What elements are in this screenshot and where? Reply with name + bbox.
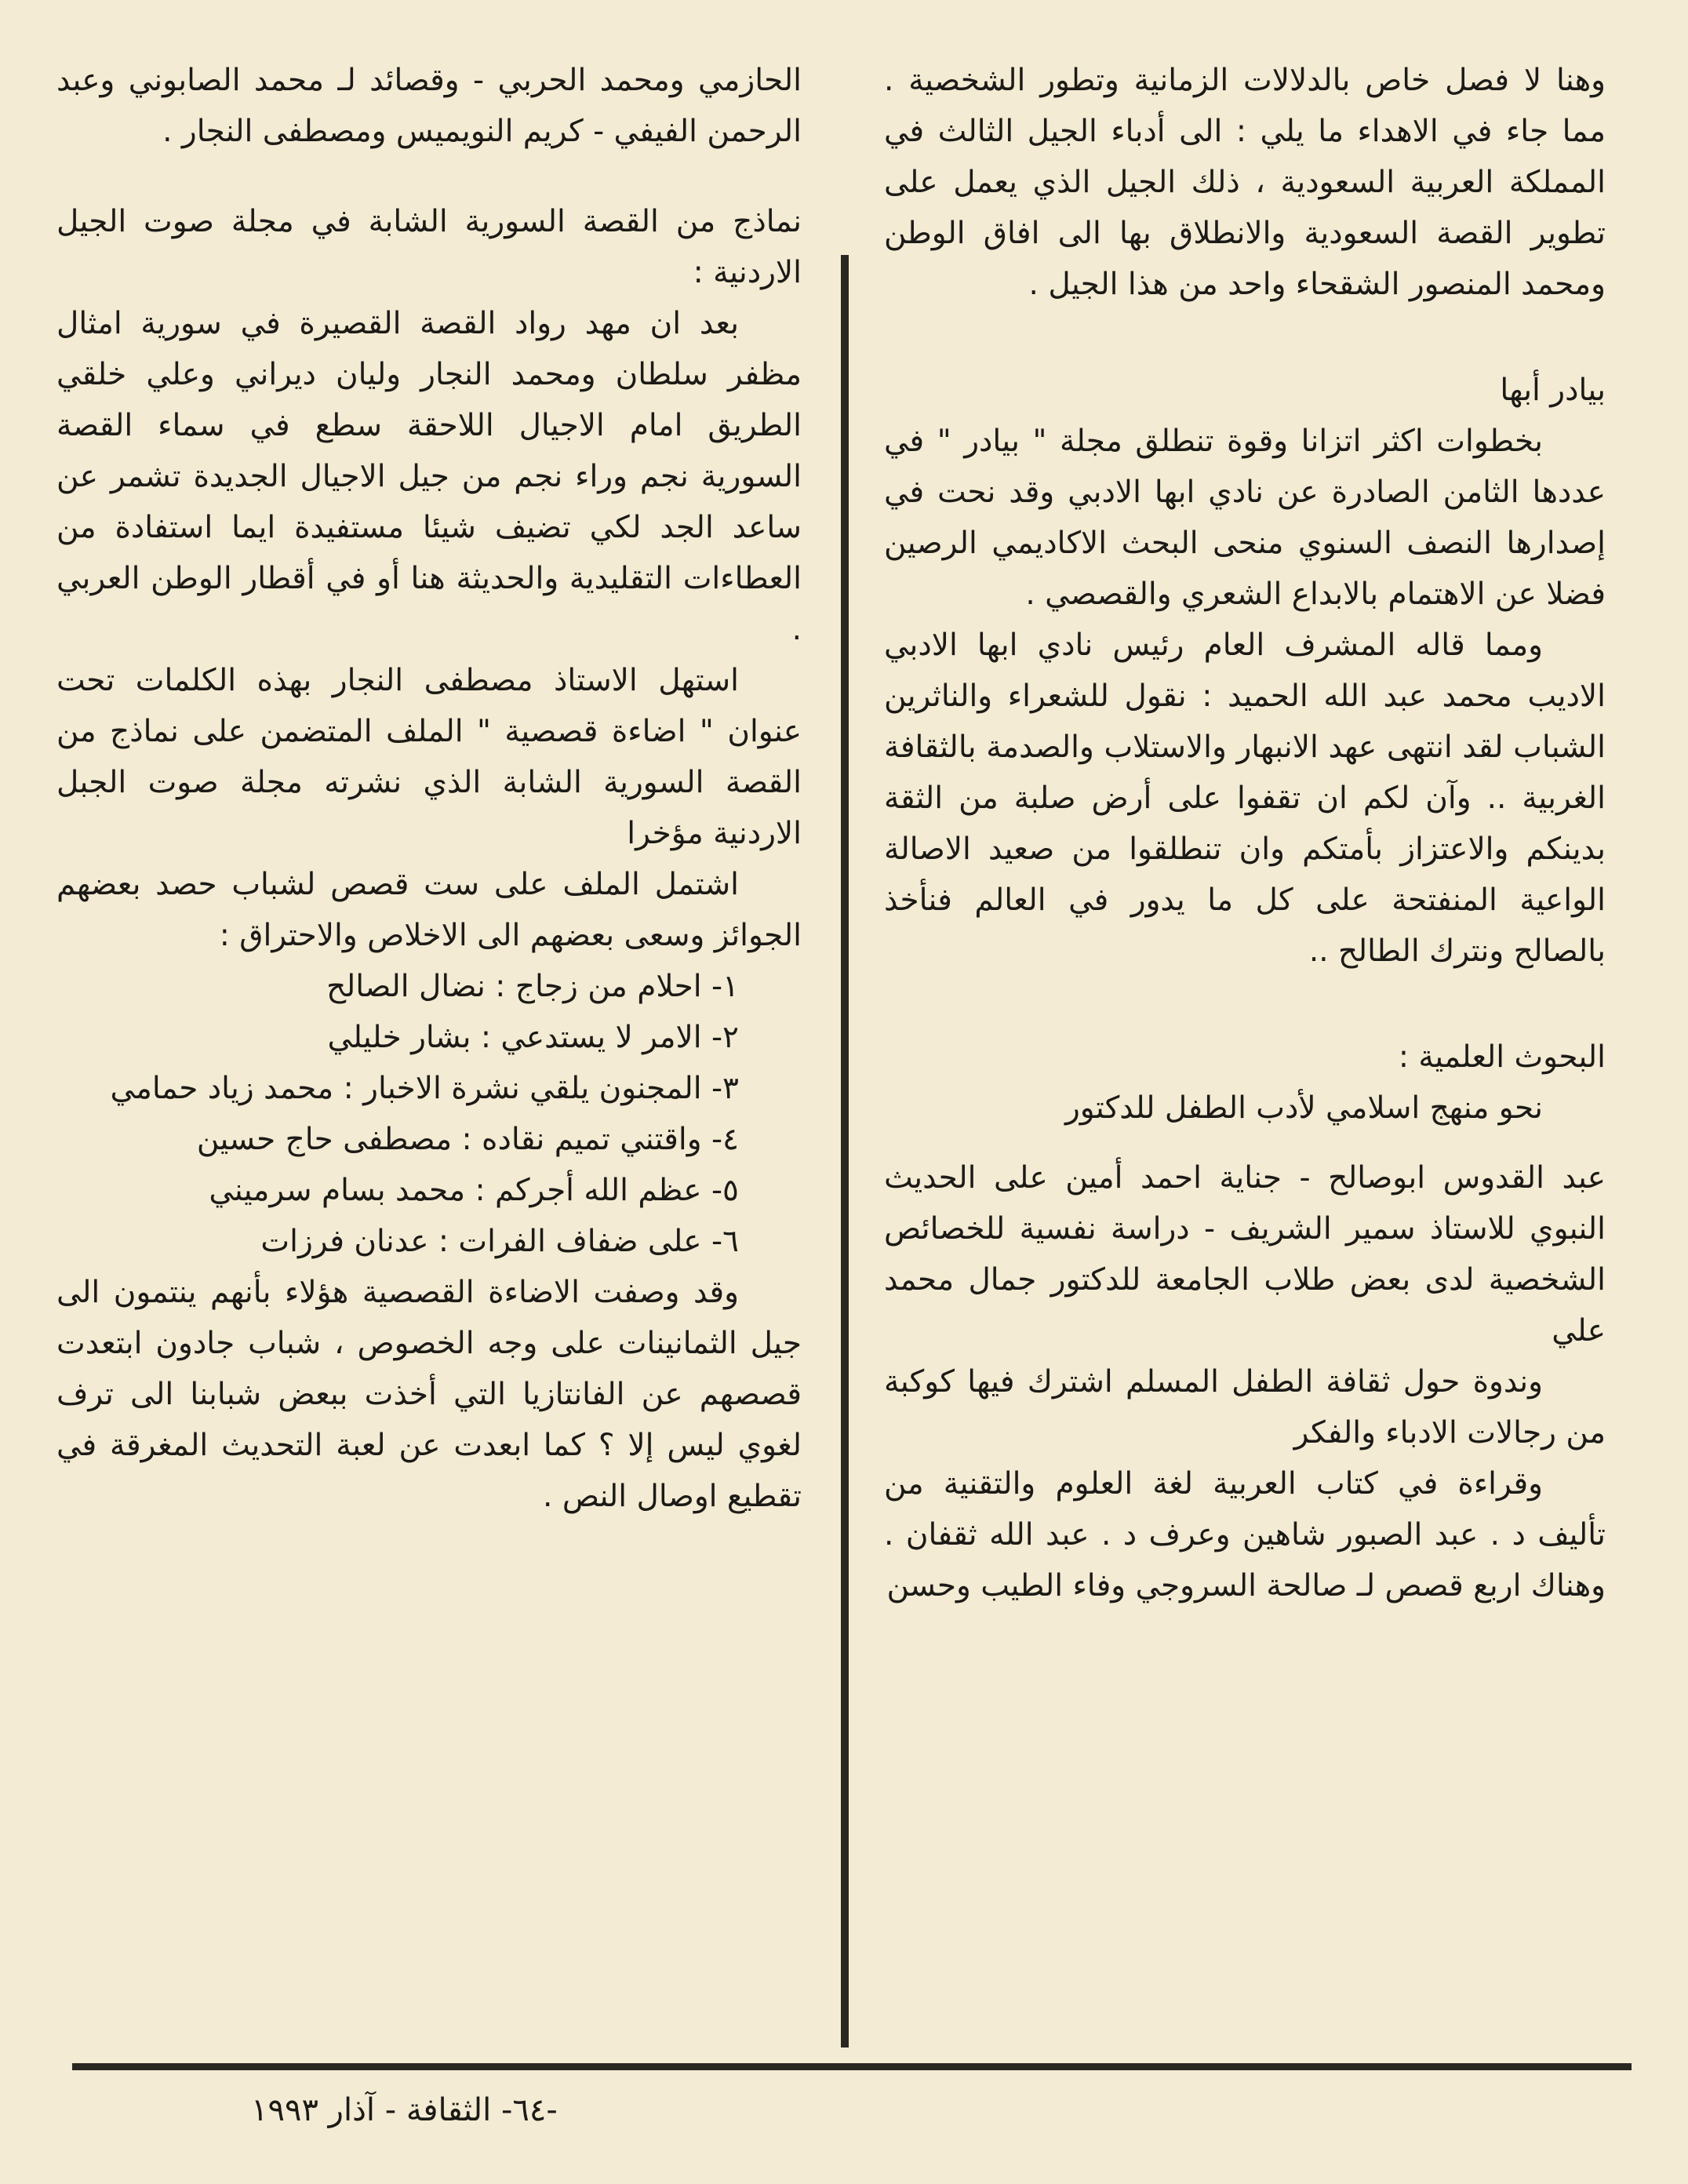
research-paragraph-4: وقراءة في كتاب العربية لغة العلوم والتقنية من تأليف د . عبد الصبور شاهين وعرف د . عبد الله ثقفان . وهناك اربع قصص لـ صالحة السروجي وفاء الطيب وحسن bbox=[884, 1466, 1606, 1603]
continuation-paragraph: الحازمي ومحمد الحربي - وقصائد لـ محمد الصابوني وعبد الرحمن الفيفي - كريم النويميس ومصطفى النجار . bbox=[56, 63, 802, 149]
list-item: ٣- المجنون يلقي نشرة الاخبار : محمد زياد حمامي bbox=[110, 1071, 739, 1106]
syria-paragraph-1: بعد ان مهد رواد القصة القصيرة في سورية امثال مظفر سلطان ومحمد النجار وليان ديراني وعلي خلقي الطريق امام الاجيال اللاحقة سطع في سماء القصة السورية نجم وراء نجم من جيل الاجيال الجديدة تشمر عن ساعد الجد لكي تضيف شيئا مستفيدة ايما استفادة من العطاءات التقليدية والحديثة هنا أو في أقطار الوطن العربي . bbox=[56, 306, 802, 647]
intro-paragraph: وهنا لا فصل خاص بالدلالات الزمانية وتطور الشخصية . مما جاء في الاهداء ما يلي : الى أدباء الجيل الثالث في المملكة العربية السعودية ، ذلك الجيل الذي يعمل على تطوير القصة السعودية والانطلاق بها الى افاق الوطن ومحمد المنصور الشقحاء واحد من هذا الجيل . bbox=[884, 63, 1606, 302]
left-column bbox=[56, 55, 802, 1522]
heading-scientific-research: البحوث العلمية : bbox=[1398, 1039, 1606, 1075]
syria-paragraph-4: وقد وصفت الاضاءة القصصية هؤلاء بأنهم ينتمون الى جيل الثمانينات على وجه الخصوص ، شباب جادون ابتعدت قصصهم عن الفانتازيا التي أخذت ببعض شبابنا الى ترف لغوي ليس إلا ؟ كما ابعدت عن لعبة التحديث المغرقة في تقطيع اوصال النص . bbox=[56, 1275, 802, 1514]
stories-list bbox=[56, 961, 802, 1267]
heading-syrian-story: نماذج من القصة السورية الشابة في مجلة صوت الجيل الاردنية : bbox=[56, 204, 802, 290]
list-item: ٢- الامر لا يستدعي : بشار خليلي bbox=[327, 1020, 739, 1055]
footer-rule bbox=[72, 2063, 1632, 2070]
syria-paragraph-2: استهل الاستاذ مصطفى النجار بهذه الكلمات تحت عنوان " اضاءة قصصية " الملف المتضمن على نماذج من القصة السورية الشابة الذي نشرته مجلة صوت الجبل الاردنية مؤخرا bbox=[56, 663, 802, 851]
page-footer: -٦٤- الثقافة - آذار ١٩٩٣ bbox=[251, 2092, 558, 2128]
heading-bayader-abha: بيادر أبها bbox=[1500, 373, 1606, 408]
research-paragraph-3: وندوة حول ثقافة الطفل المسلم اشترك فيها كوكبة من رجالات الادباء والفكر bbox=[884, 1364, 1606, 1451]
column-divider bbox=[841, 255, 849, 2048]
list-item: ٤- واقتني تميم نقاده : مصطفى حاج حسين bbox=[196, 1122, 739, 1157]
list-item: ٥- عظم الله أجركم : محمد بسام سرميني bbox=[209, 1173, 739, 1208]
bayader-paragraph-1: بخطوات اكثر اتزانا وقوة تنطلق مجلة " بيادر " في عددها الثامن الصادرة عن نادي ابها الادبي وقد نحت في إصدارها النصف السنوي منحى البحث الاكاديمي الرصين فضلا عن الاهتمام بالابداع الشعري والقصصي . bbox=[884, 424, 1606, 612]
right-column bbox=[884, 55, 1606, 1611]
bayader-paragraph-2: ومما قاله المشرف العام رئيس نادي ابها الادبي الاديب محمد عبد الله الحميد : نقول للشعراء والناثرين الشباب لقد انتهى عهد الانبهار والاستلاب والصدمة بالثقافة الغربية .. وآن لكم ان تقفوا على أرض صلبة من الثقة بدينكم والاعتزاز بأمتكم وان تنطلقوا من صعيد الاصالة الواعية المنفتحة على كل ما يدور في العالم فنأخذ بالصالح ونترك الطالح .. bbox=[884, 628, 1606, 969]
list-item: ١- احلام من زجاج : نضال الصالح bbox=[326, 969, 739, 1004]
list-item: ٦- على ضفاف الفرات : عدنان فرزات bbox=[260, 1224, 739, 1259]
research-paragraph-1: نحو منهج اسلامي لأدب الطفل للدكتور bbox=[1064, 1090, 1543, 1126]
syria-paragraph-3: اشتمل الملف على ست قصص لشباب حصد بعضهم الجوائز وسعى بعضهم الى الاخلاص والاحتراق : bbox=[56, 867, 802, 953]
research-paragraph-2: عبد القدوس ابوصالح - جناية احمد أمين على الحديث النبوي للاستاذ سمير الشريف - دراسة نفسية للخصائص الشخصية لدى بعض طلاب الجامعة للدكتور جمال محمد علي bbox=[884, 1160, 1606, 1349]
